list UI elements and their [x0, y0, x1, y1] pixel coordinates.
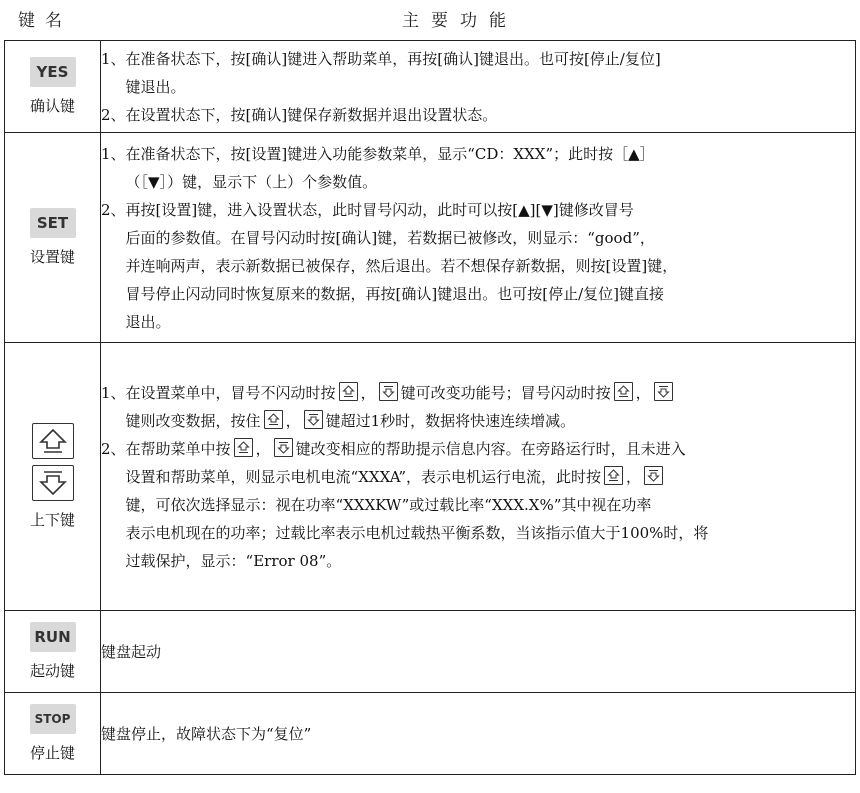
text-segment: 键可改变功能号；冒号闪动时按: [400, 383, 611, 402]
function-description: 键盘起动: [101, 611, 856, 693]
key-name: 停止键: [29, 744, 75, 762]
down-key-icon: [304, 410, 323, 429]
item-number: 2、: [101, 200, 126, 219]
yes-key-badge: YES: [30, 57, 76, 87]
list-item: [101, 196, 855, 336]
text-line: 键，可依次选择显示：视在功率“XXXKW”或过载比率“XXX.X%”其中视在功率: [125, 495, 652, 514]
text-line: 后面的参数值。在冒号闪动时按[确认]键，若数据已被修改，则显示：“good”，: [125, 228, 655, 247]
text-line: 并连响两声，表示新数据已被保存，然后退出。若不想保存新数据，则按[设置]键，: [125, 256, 678, 275]
down-key-icon: [379, 382, 398, 401]
item-number: 2、: [101, 105, 126, 124]
text-line: 在准备状态下，按[设置]键进入功能参数菜单，显示“CD：XXX”；此时按［▲］: [125, 144, 655, 163]
text-line: 过载保护，显示：“Error 08”。: [125, 551, 342, 570]
text-line: 键退出。: [125, 77, 186, 96]
text-line: [126, 379, 855, 407]
up-key-icon: [234, 438, 253, 457]
text-segment: ，: [360, 383, 376, 402]
text-line: 在设置状态下，按[确认]键保存新数据并退出设置状态。: [125, 105, 498, 124]
key-cell-set: [5, 133, 101, 343]
text-line: 再按[设置]键，进入设置状态，此时冒号闪动，此时可以按[▲][▼]键修改冒号: [125, 200, 634, 219]
text-segment: ，: [255, 439, 271, 458]
down-key-icon: [654, 382, 673, 401]
key-name: 起动键: [29, 662, 75, 680]
text-line: 在准备状态下，按[确认]键进入帮助菜单，再按[确认]键退出。也可按[停止/复位]: [125, 49, 661, 68]
up-arrow-key-icon: [32, 423, 74, 459]
down-arrow-key-icon: [32, 465, 74, 501]
up-key-icon: [614, 382, 633, 401]
text-line: 退出。: [125, 312, 171, 331]
header-key-name: 键名: [18, 11, 72, 31]
key-cell-up-down: [5, 343, 101, 611]
up-key-icon: [264, 410, 283, 429]
key-name: 上下键: [29, 511, 75, 529]
run-key-badge: RUN: [30, 622, 76, 652]
item-number: 2、: [101, 439, 126, 458]
item-number: 1、: [101, 144, 126, 163]
up-key-icon: [604, 466, 623, 485]
text-line: [126, 407, 855, 435]
text-segment: ，: [635, 383, 651, 402]
text-segment: ，: [285, 411, 301, 430]
text-line: 表示电机现在的功率；过载比率表示电机过载热平衡系数，当该指示值大于100%时，将: [125, 523, 709, 542]
table-row: [5, 343, 856, 611]
list-item: [101, 45, 855, 101]
text-segment: 在帮助菜单中按: [125, 439, 231, 458]
function-description: [101, 133, 856, 343]
header-main-function: 主要功能: [402, 11, 518, 31]
down-key-icon: [644, 466, 663, 485]
table-row: [5, 611, 856, 693]
key-function-table: [4, 40, 856, 775]
key-name: 设置键: [29, 248, 75, 266]
text-line: [126, 463, 855, 491]
key-name: 确认键: [29, 97, 75, 115]
table-row: [5, 133, 856, 343]
text-line: （［▼］）键，显示下（上）个参数值。: [125, 172, 378, 191]
key-cell-yes: [5, 41, 101, 133]
table-header: [0, 0, 860, 34]
function-description: [101, 41, 856, 133]
function-description: 键盘停止，故障状态下为“复位”: [101, 693, 856, 775]
text-line: [126, 435, 855, 463]
up-key-icon: [339, 382, 358, 401]
text-segment: ，: [626, 467, 642, 486]
set-key-badge: SET: [30, 208, 76, 238]
text-segment: 在设置菜单中，冒号不闪动时按: [125, 383, 336, 402]
key-cell-stop: [5, 693, 101, 775]
down-key-icon: [274, 438, 293, 457]
text-line: 冒号停止闪动同时恢复原来的数据，再按[确认]键退出。也可按[停止/复位]键直接: [125, 284, 665, 303]
function-description: [101, 343, 856, 611]
table-row: [5, 41, 856, 133]
text-segment: 键则改变数据，按住: [125, 411, 261, 430]
list-item: [101, 379, 855, 435]
list-item: [101, 435, 855, 575]
text-segment: 设置和帮助菜单，则显示电机电流“XXXA”，表示电机运行电流，此时按: [125, 467, 602, 486]
list-item: [101, 140, 855, 196]
table-row: [5, 693, 856, 775]
text-segment: 键超过1秒时，数据将快速连续增减。: [325, 411, 576, 430]
stop-key-badge: STOP: [30, 704, 76, 734]
list-item: [101, 101, 855, 129]
item-number: 1、: [101, 49, 126, 68]
key-cell-run: [5, 611, 101, 693]
text-segment: 键改变相应的帮助提示信息内容。在旁路运行时，且未进入: [295, 439, 686, 458]
item-number: 1、: [101, 383, 126, 402]
